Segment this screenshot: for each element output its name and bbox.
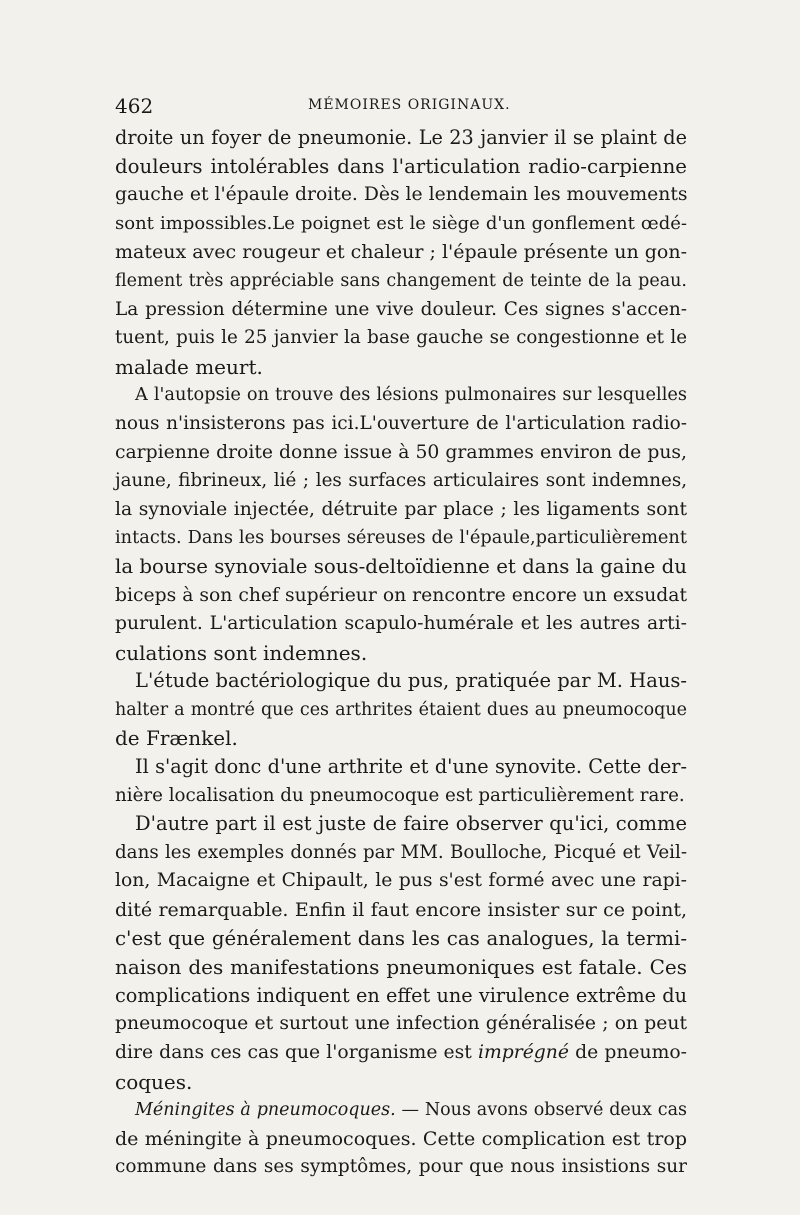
text-line: dans les exemples donnés par MM. Boulloche, Picqué et Veil- xyxy=(115,841,687,863)
paragraph-start: A l'autopsie on trouve des lésions pulmonaires sur lesquelles xyxy=(135,385,687,406)
text-line: dité remarquable. Enfin il faut encore insister sur ce point, xyxy=(115,899,687,922)
text-line: gauche et l'épaule droite. Dès le lendemain les mouvements xyxy=(115,184,688,206)
text-fragment: — Nous avons observé deux cas xyxy=(401,1100,687,1121)
text-line: la synoviale injectée, détruite par place ; les ligaments sont xyxy=(115,498,687,520)
page-number: 462 xyxy=(115,94,154,118)
paragraph-start: Il s'agit donc d'une arthrite et d'une synovite. Cette der- xyxy=(135,755,687,779)
italic-emphasis: imprégné xyxy=(477,1042,569,1063)
text-line: nière localisation du pneumocoque est particulièrement rare. xyxy=(115,784,685,806)
text-line: halter a montré que ces arthrites étaient dues au pneumocoque xyxy=(115,699,687,720)
text-line xyxy=(115,1039,687,1068)
text-line: nous n'insisterons pas ici.L'ouverture de l'articulation radio- xyxy=(115,412,687,434)
section-heading: Méningites à pneumocoques. xyxy=(135,1100,396,1121)
text-line: pneumocoque et surtout une infection généralisée ; on peut xyxy=(115,1013,687,1035)
text-line: douleurs intolérables dans l'articulation radio-carpienne xyxy=(115,154,687,178)
text-fragment: dire dans ces cas que l'organisme est xyxy=(115,1042,472,1063)
text-line: intacts. Dans les bourses séreuses de l'épaule,particulièrement xyxy=(115,528,687,549)
text-line: naison des manifestations pneumoniques est fatale. Ces xyxy=(115,955,687,980)
text-fragment: de pneumo- xyxy=(575,1042,687,1063)
text-line: complications indiquent en effet une virulence extrême du xyxy=(115,983,687,1007)
text-line: tuent, puis le 25 janvier la base gauche se congestionne et le xyxy=(115,327,687,349)
text-line: coques. xyxy=(115,1069,193,1094)
running-title: MÉMOIRES ORIGINAUX. xyxy=(308,97,511,113)
body-text xyxy=(115,124,687,1182)
text-line: commune dans ses symptômes, pour que nous insistions sur xyxy=(115,1156,687,1178)
text-line: carpienne droite donne issue à 50 grammes environ de pus, xyxy=(115,441,687,463)
text-line: mateux avec rougeur et chaleur ; l'épaule présente un gon- xyxy=(115,241,688,264)
text-line: jaune, fibrineux, lié ; les surfaces articulaires sont indemnes, xyxy=(115,470,687,492)
text-line: biceps à son chef supérieur on rencontre encore un exsudat xyxy=(115,584,687,606)
text-line: malade meurt. xyxy=(115,354,263,379)
text-line: flement très appréciable sans changement de teinte de la peau. xyxy=(115,270,687,291)
text-line: sont impossibles.Le poignet est le siège d'un gonflement œdé- xyxy=(115,212,687,234)
text-line: droite un foyer de pneumonie. Le 23 janvier il se plaint de xyxy=(115,126,687,149)
text-line: purulent. L'articulation scapulo-humérale et les autres arti- xyxy=(115,613,687,635)
running-head xyxy=(115,94,687,122)
text-line: lon, Macaigne et Chipault, le pus s'est formé avec une rapi- xyxy=(115,870,687,892)
text-line: la bourse synoviale sous-deltoïdienne et dans la gaine du xyxy=(115,554,687,578)
text-line: culations sont indemnes. xyxy=(115,640,368,665)
section-heading-line xyxy=(115,1096,687,1125)
paragraph-start: D'autre part il est juste de faire observer qu'ici, comme xyxy=(135,812,687,836)
paragraph-start: L'étude bactériologique du pus, pratiquée par M. Haus- xyxy=(135,669,687,693)
text-line: de méningite à pneumocoques. Cette complication est trop xyxy=(115,1127,687,1150)
text-line: La pression détermine une vive douleur. Ces signes s'accen- xyxy=(115,298,687,320)
text-line: de Frænkel. xyxy=(115,726,238,751)
text-line: c'est que généralement dans les cas analogues, la termi- xyxy=(115,926,687,950)
